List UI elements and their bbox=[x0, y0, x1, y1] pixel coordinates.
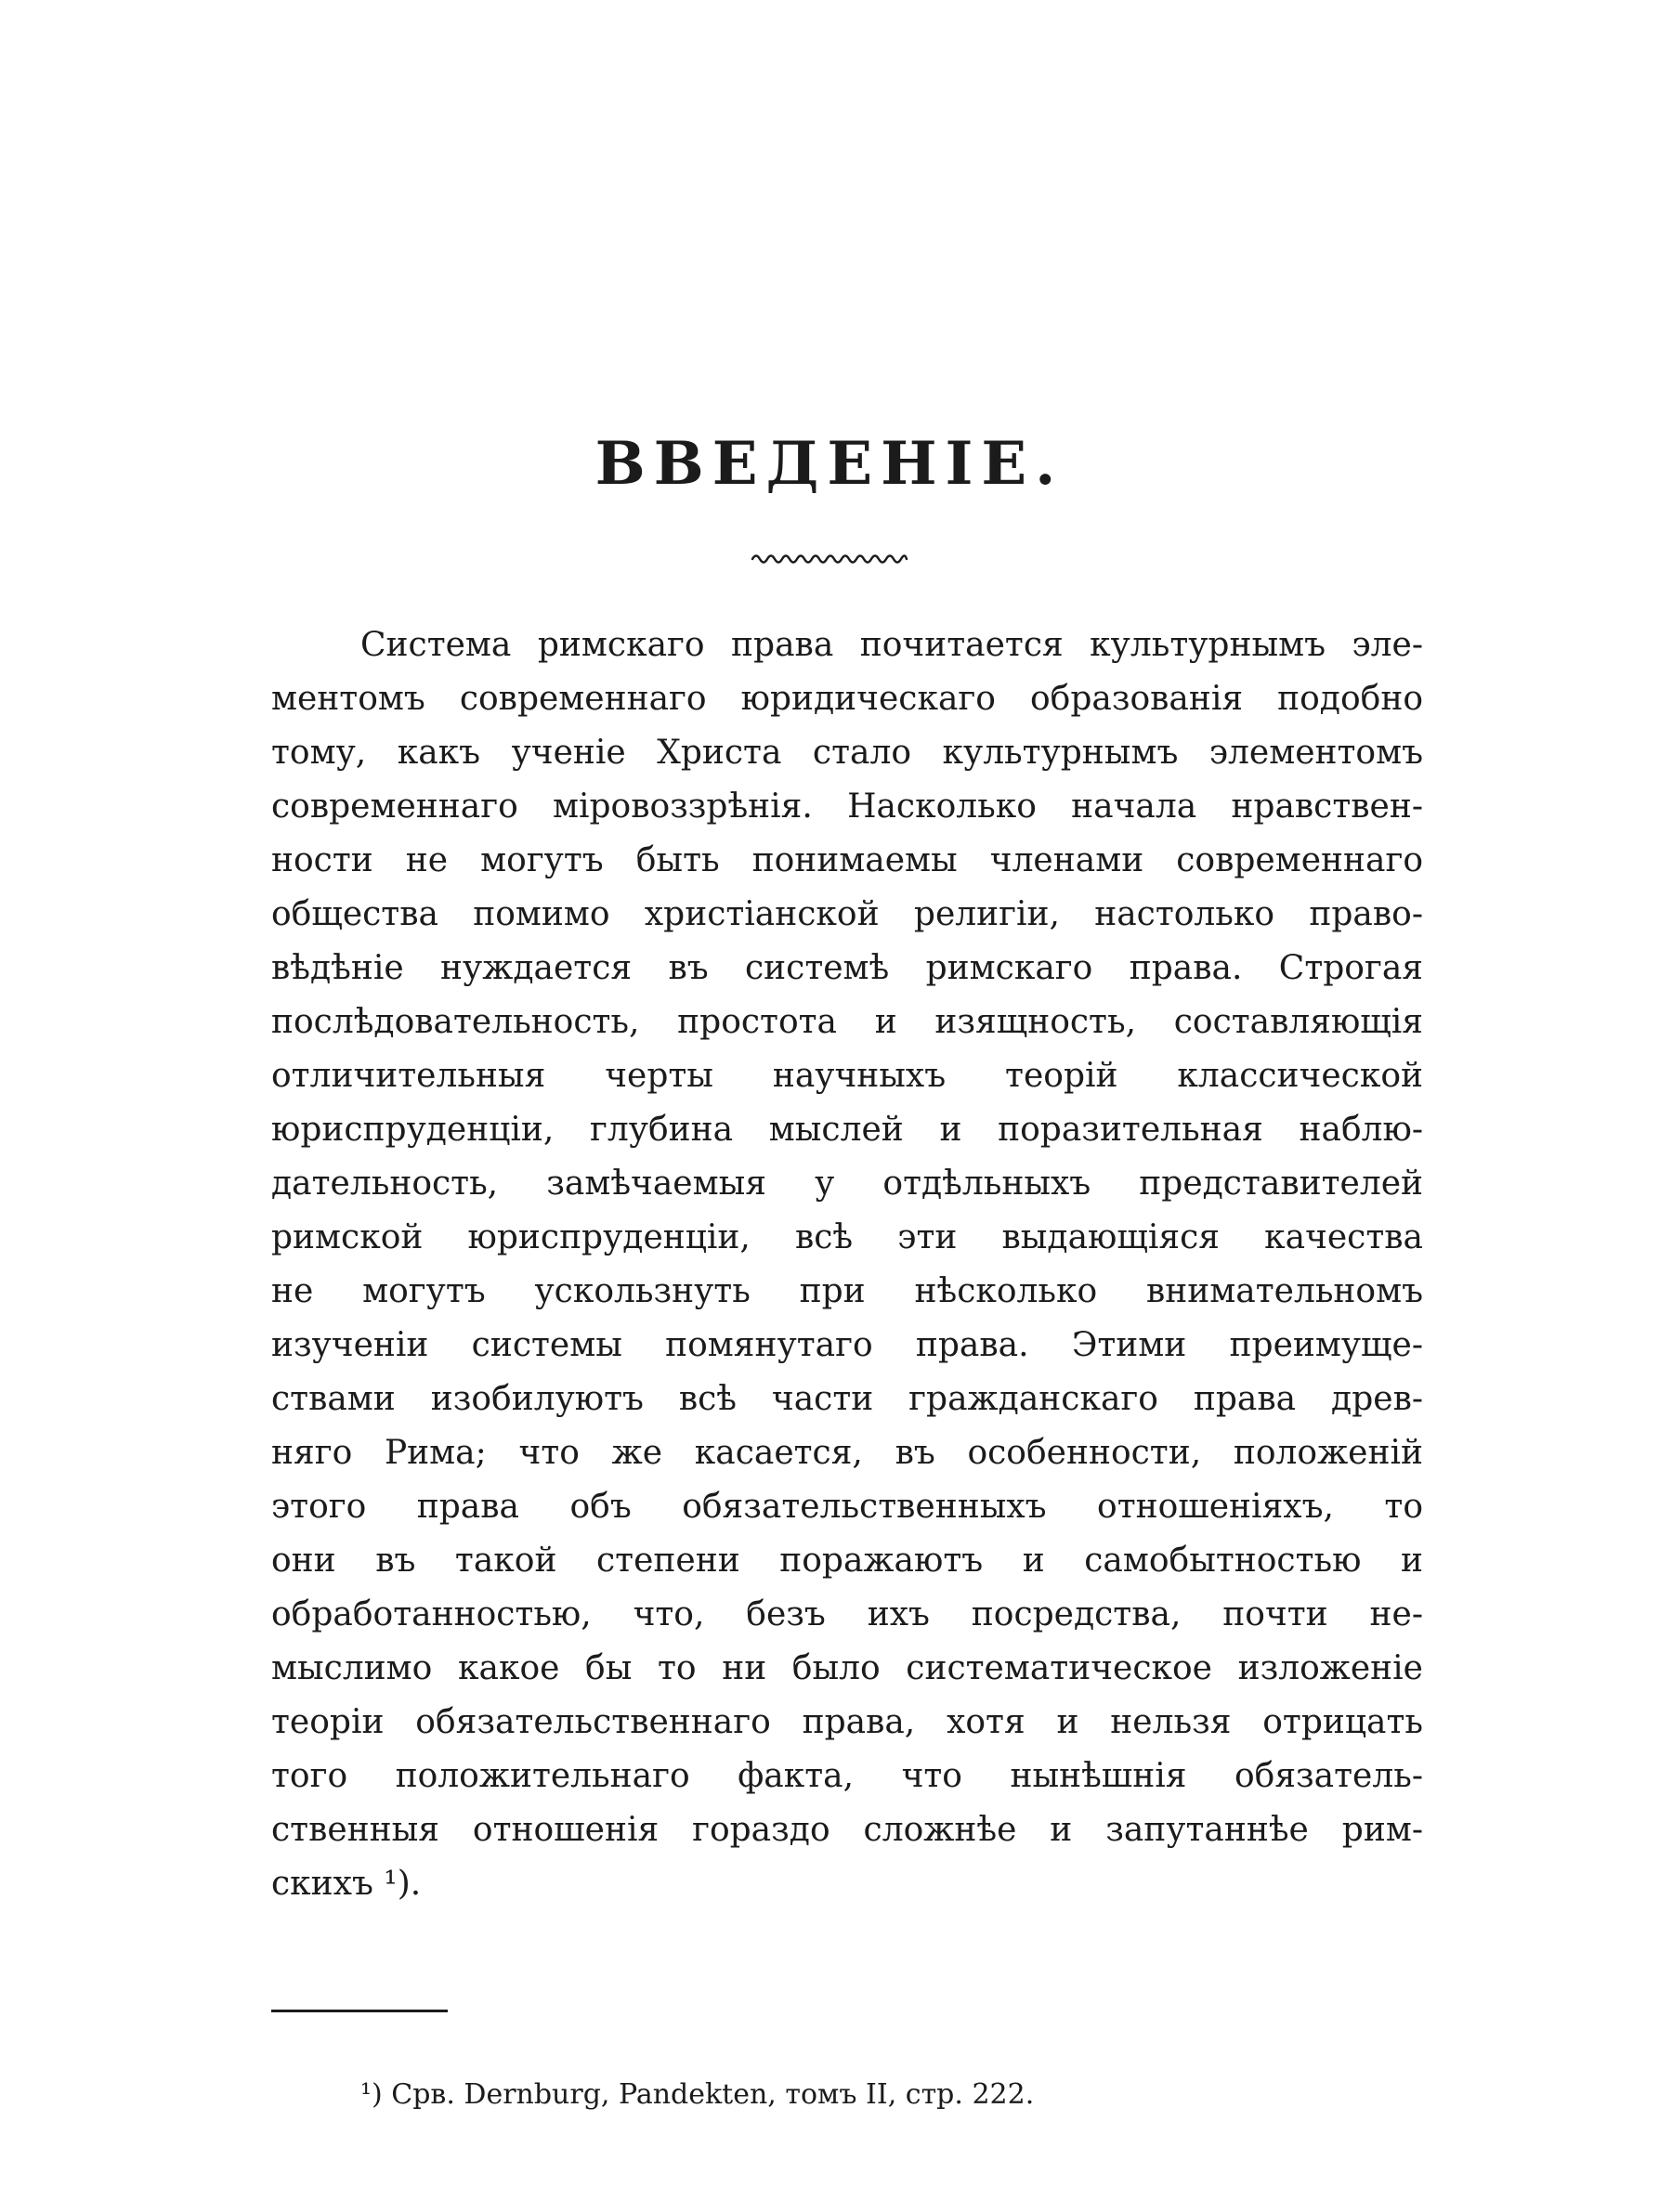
text-line: современнаго міровоззрѣнія. Насколько начала нравствен- bbox=[271, 787, 1423, 826]
text-line: ственныя отношенія гораздо сложнѣе и запутаннѣе рим- bbox=[271, 1811, 1423, 1849]
text-line: вѣдѣніе нуждается въ системѣ римскаго права. Строгая bbox=[271, 949, 1423, 987]
text-line: скихъ ¹). bbox=[271, 1865, 422, 1903]
text-line: няго Рима; что же касается, въ особенности, положеній bbox=[271, 1434, 1423, 1472]
text-line: Система римскаго права почитается культурнымъ эле- bbox=[360, 626, 1423, 664]
text-line: юриспруденціи, глубина мыслей и поразительная наблю- bbox=[271, 1111, 1423, 1149]
squiggle-divider bbox=[0, 550, 1659, 566]
text-line: общества помимо христіанской религіи, настолько право- bbox=[271, 895, 1423, 933]
text-line: теоріи обязательственнаго права, хотя и нельзя отрицать bbox=[271, 1703, 1423, 1741]
footnote: ¹) Срв. Dernburg, Pandekten, томъ II, стр. 222. bbox=[360, 2078, 1035, 2111]
text-line: дательность, замѣчаемыя у отдѣльныхъ представителей bbox=[271, 1165, 1423, 1203]
text-line: ности не могутъ быть понимаемы членами современнаго bbox=[271, 841, 1423, 879]
text-line: изученіи системы помянутаго права. Этими преимуще- bbox=[271, 1326, 1423, 1364]
squiggle-divider-icon bbox=[751, 550, 908, 566]
text-line: не могутъ ускользнуть при нѣсколько внимательномъ bbox=[271, 1272, 1423, 1310]
text-line: этого права объ обязательственныхъ отношеніяхъ, то bbox=[271, 1488, 1423, 1526]
text-line: ментомъ современнаго юридическаго образованія подобно bbox=[271, 680, 1423, 718]
page-title: ВВЕДЕНІЕ. bbox=[594, 429, 1065, 499]
text-line: мыслимо какое бы то ни было систематическое изложеніе bbox=[271, 1649, 1423, 1687]
text-line: тому, какъ ученіе Христа стало культурнымъ элементомъ bbox=[271, 734, 1423, 772]
text-line: того положительнаго факта, что нынѣшнія обязатель- bbox=[271, 1757, 1423, 1795]
text-line: римской юриспруденціи, всѣ эти выдающіяся качества bbox=[271, 1218, 1423, 1256]
footnote-separator bbox=[271, 2010, 448, 2012]
text-line: послѣдовательность, простота и изящность, составляющія bbox=[271, 1003, 1423, 1041]
text-line: они въ такой степени поражаютъ и самобытностью и bbox=[271, 1542, 1423, 1580]
body-text bbox=[271, 618, 1423, 1911]
text-line: отличительныя черты научныхъ теорій классической bbox=[271, 1057, 1423, 1095]
text-line: обработанностью, что, безъ ихъ посредства, почти не- bbox=[271, 1595, 1423, 1633]
text-line: ствами изобилуютъ всѣ части гражданскаго права древ- bbox=[271, 1380, 1423, 1418]
